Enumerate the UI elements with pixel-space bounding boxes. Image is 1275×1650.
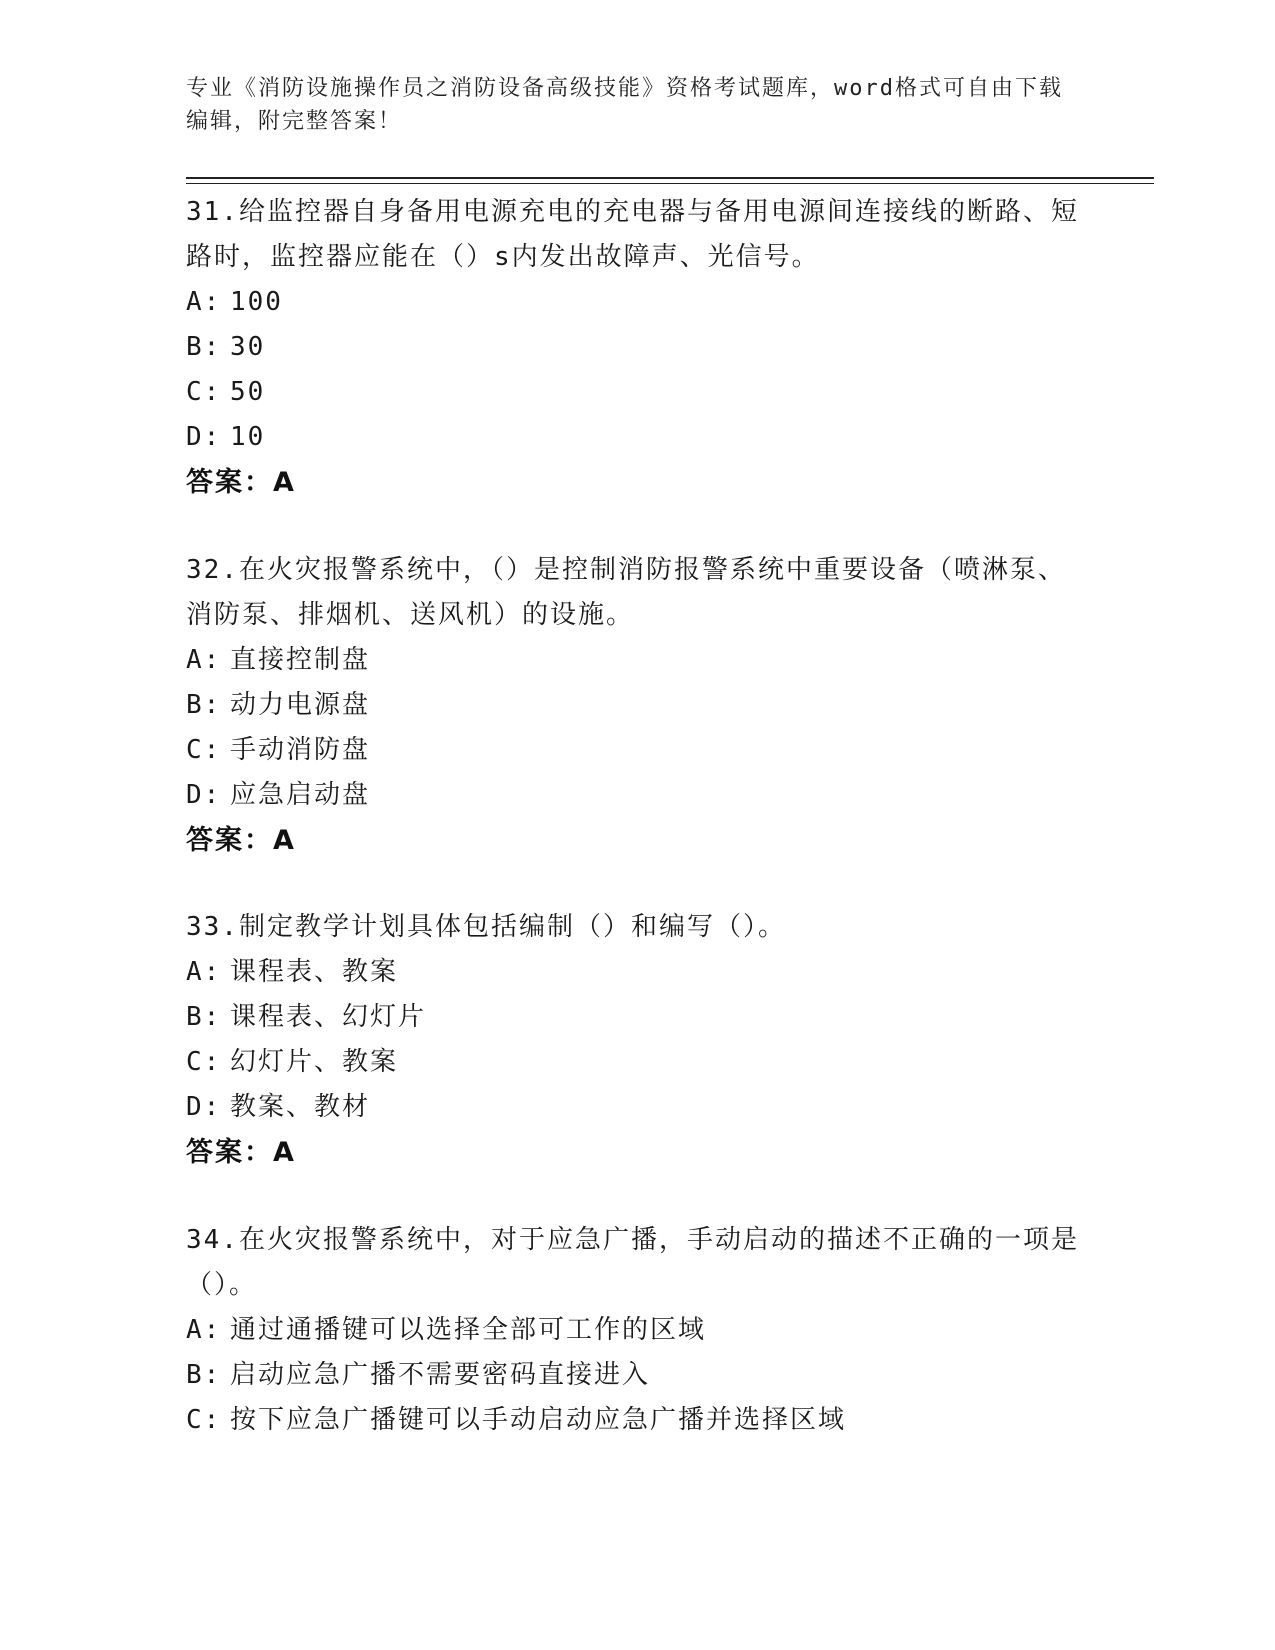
- question-32: [186, 548, 1086, 863]
- option-d: [186, 415, 1086, 460]
- option-a: [186, 280, 1086, 325]
- option-text: 启动应急广播不需要密码直接进入: [230, 1360, 651, 1390]
- option-label: C:: [186, 1047, 222, 1077]
- answer-line: 答案：A: [186, 467, 296, 498]
- option-label: C:: [186, 735, 222, 765]
- option-b: [186, 683, 1086, 728]
- option-a: [186, 638, 1086, 683]
- question-stem: 32.在火灾报警系统中，（）是控制消防报警系统中重要设备（喷淋泵、消防泵、排烟机、送风机）的设施。: [186, 555, 1066, 630]
- option-text: 10: [230, 422, 266, 452]
- question-34: [186, 1218, 1086, 1443]
- answer-line: 答案：A: [186, 1137, 296, 1168]
- option-d: [186, 1085, 1086, 1130]
- option-c: [186, 1040, 1086, 1085]
- option-c: [186, 370, 1086, 415]
- question-31: [186, 190, 1086, 505]
- option-text: 应急启动盘: [230, 780, 371, 810]
- option-label: A:: [186, 287, 222, 317]
- option-c: [186, 728, 1086, 773]
- option-label: B:: [186, 332, 222, 362]
- option-text: 100: [230, 287, 283, 317]
- option-c: [186, 1398, 1086, 1443]
- header-rule-thick: [186, 177, 1154, 179]
- option-label: B:: [186, 690, 222, 720]
- option-text: 通过通播键可以选择全部可工作的区域: [230, 1315, 707, 1345]
- option-label: B:: [186, 1002, 222, 1032]
- option-text: 按下应急广播键可以手动启动应急广播并选择区域: [230, 1405, 847, 1435]
- option-label: D:: [186, 422, 222, 452]
- option-label: C:: [186, 1405, 222, 1435]
- option-label: D:: [186, 780, 222, 810]
- option-text: 教案、教材: [230, 1092, 371, 1122]
- option-text: 直接控制盘: [230, 645, 371, 675]
- option-b: [186, 995, 1086, 1040]
- question-stem: 34.在火灾报警系统中，对于应急广播，手动启动的描述不正确的一项是（）。: [186, 1225, 1079, 1300]
- option-a: [186, 1308, 1086, 1353]
- option-b: [186, 1353, 1086, 1398]
- option-d: [186, 773, 1086, 818]
- option-label: D:: [186, 1092, 222, 1122]
- option-label: A:: [186, 645, 222, 675]
- option-b: [186, 325, 1086, 370]
- answer-line: 答案：A: [186, 825, 296, 856]
- option-a: [186, 950, 1086, 995]
- question-stem: 31.给监控器自身备用电源充电的充电器与备用电源间连接线的断路、短路时，监控器应能在（）s内发出故障声、光信号。: [186, 197, 1079, 272]
- option-text: 50: [230, 377, 266, 407]
- option-text: 手动消防盘: [230, 735, 371, 765]
- header-rule-thin: [186, 183, 1154, 184]
- option-text: 课程表、幻灯片: [230, 1002, 427, 1032]
- question-stem: 33.制定教学计划具体包括编制（）和编写（）。: [186, 912, 786, 942]
- option-label: C:: [186, 377, 222, 407]
- document-header: 专业《消防设施操作员之消防设备高级技能》资格考试题库，word格式可自由下载编辑，附完整答案！: [186, 76, 1063, 134]
- option-label: A:: [186, 957, 222, 987]
- option-label: A:: [186, 1315, 222, 1345]
- option-label: B:: [186, 1360, 222, 1390]
- option-text: 课程表、教案: [230, 957, 399, 987]
- question-33: [186, 905, 1086, 1175]
- option-text: 30: [230, 332, 266, 362]
- option-text: 幻灯片、教案: [230, 1047, 399, 1077]
- option-text: 动力电源盘: [230, 690, 371, 720]
